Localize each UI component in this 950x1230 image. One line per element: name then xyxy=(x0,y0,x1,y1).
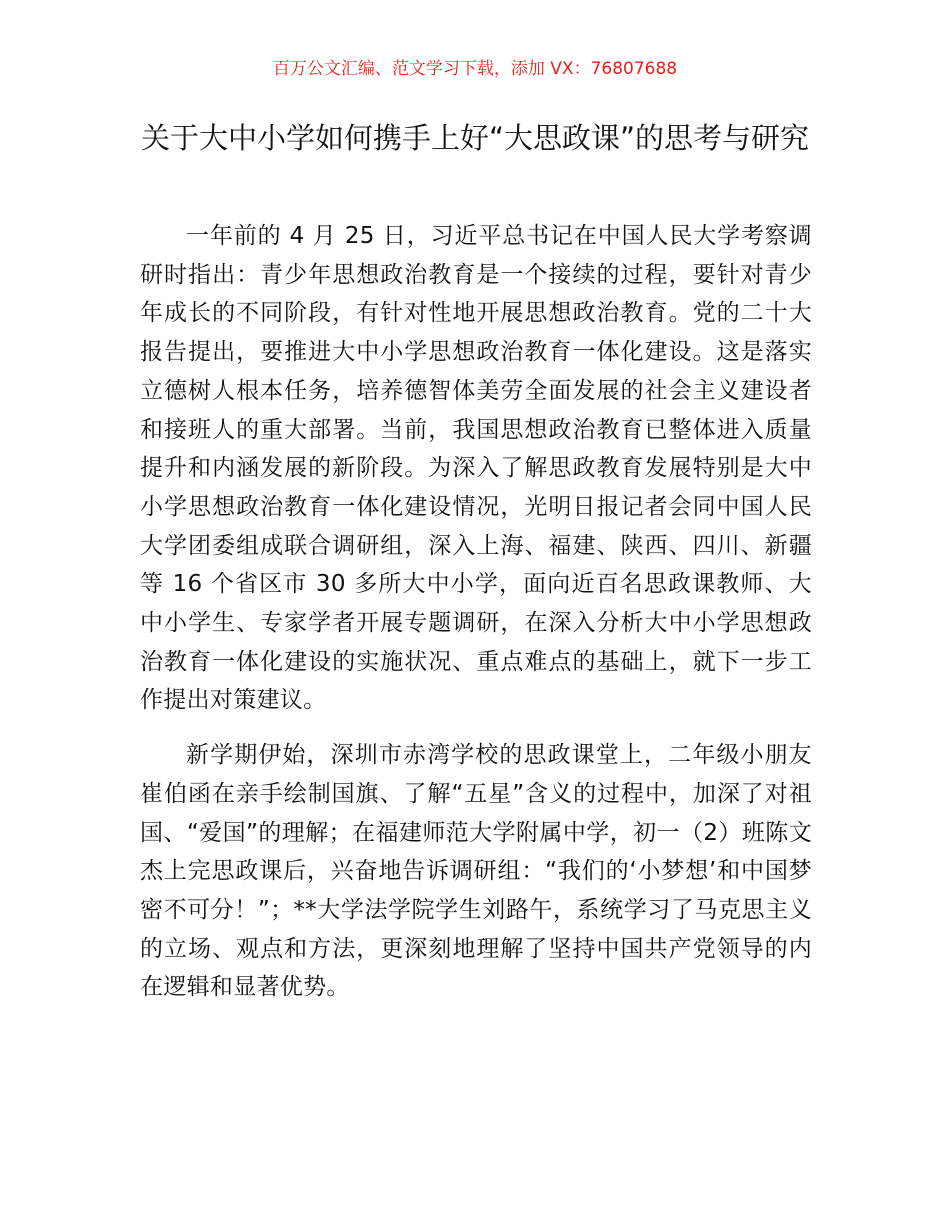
paragraph-2: 新学期伊始，深圳市赤湾学校的思政课堂上，二年级小朋友崔伯函在亲手绘制国旗、了解“五星”含义的过程中，加深了对祖国、“爱国”的理解；在福建师范大学附属中学，初一（2）班陈文杰上完思政课后，兴奋地告诉调研组：“我们的‘小梦想’和中国梦密不可分！”；**大学法学院学生刘路午，系统学习了马克思主义的立场、观点和方法，更深刻地理解了坚持中国共产党领导的内在逻辑和显著优势。 xyxy=(140,742,812,1001)
document-title: 关于大中小学如何携手上好“大思政课”的思考与研究 xyxy=(140,121,810,155)
watermark-header: 百万公文汇编、范文学习下载，添加 VX：76807688 xyxy=(272,59,678,79)
paragraph-1: 一年前的 4 月 25 日，习近平总书记在中国人民大学考察调研时指出：青少年思想政治教育是一个接续的过程，要针对青少年成长的不同阶段，有针对性地开展思想政治教育。党的二十大报告提出，要推进大中小学思想政治教育一体化建设。这是落实立德树人根本任务，培养德智体美劳全面发展的社会主义建设者和接班人的重大部署。当前，我国思想政治教育已整体进入质量提升和内涵发展的新阶段。为深入了解思政教育发展特别是大中小学思想政治教育一体化建设情况，光明日报记者会同中国人民大学团委组成联合调研组，深入上海、福建、陕西、四川、新疆等 16 个省区市 30 多所大中小学，面向近百名思政课教师、大中小学生、专家学者开展专题调研，在深入分析大中小学思想政治教育一体化建设的实施状况、重点难点的基础上，就下一步工作提出对策建议。 xyxy=(140,223,812,714)
document-body xyxy=(140,217,812,1007)
